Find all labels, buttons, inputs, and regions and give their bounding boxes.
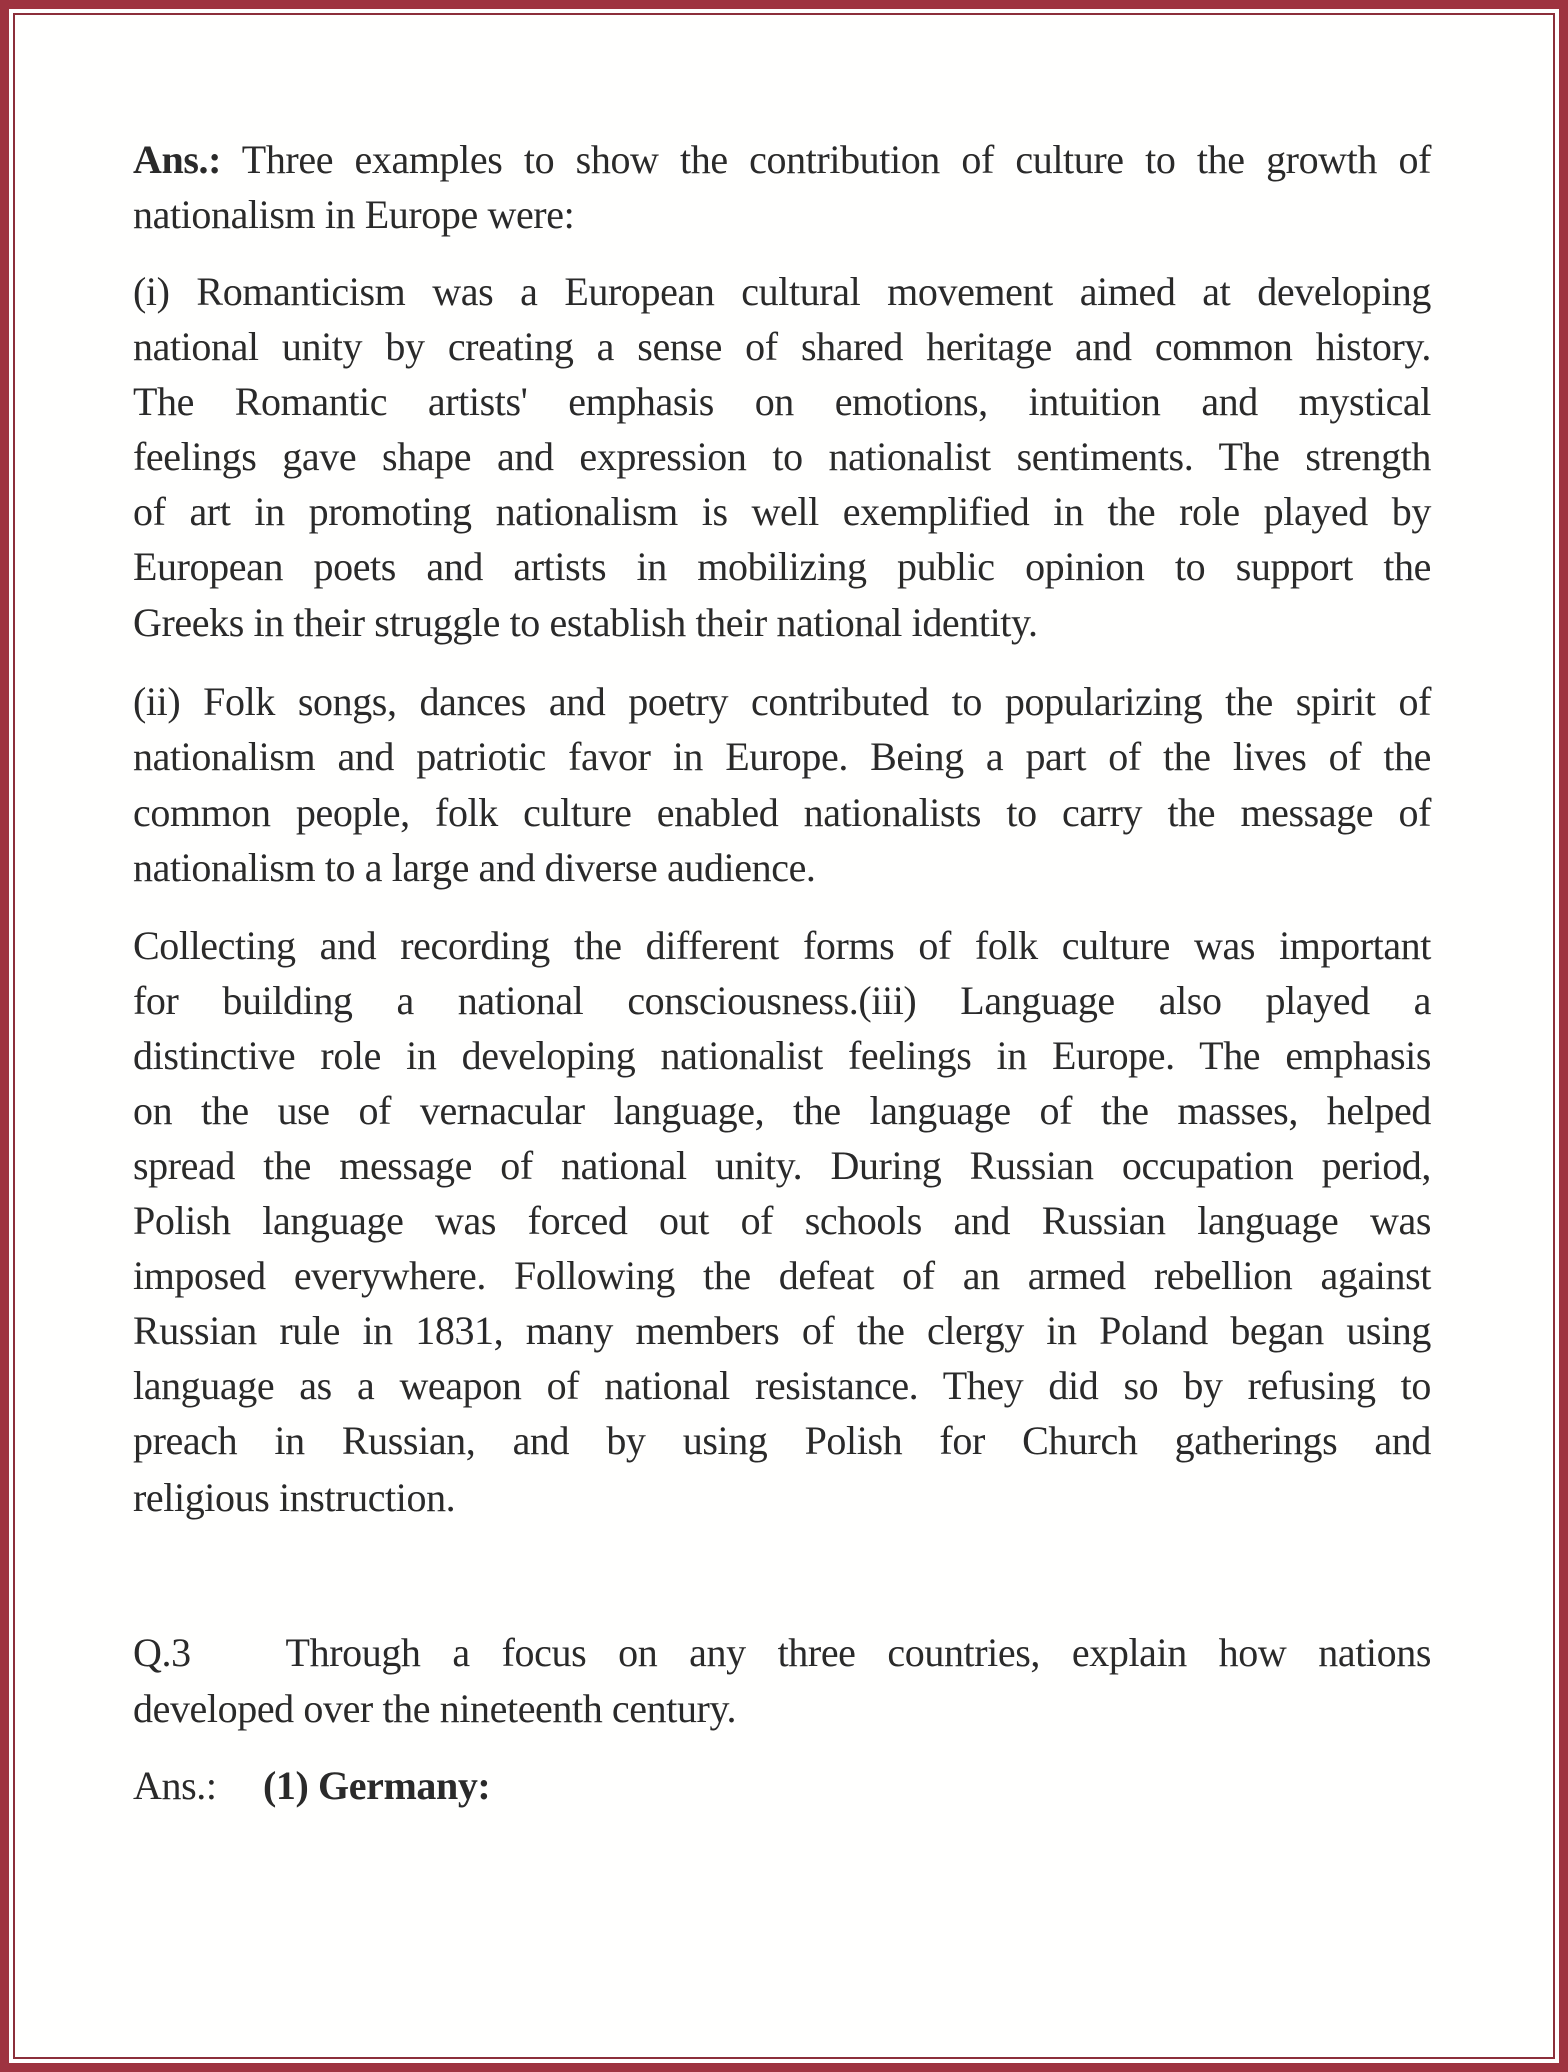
- question-3-line: developed over the nineteenth century.: [133, 1686, 737, 1731]
- para-i-line: feelings gave shape and expression to nationalist sentiments. The strength: [133, 434, 1431, 479]
- para-i-line: national unity by creating a sense of shared heritage and common history.: [133, 324, 1431, 369]
- para-iii-line: Collecting and recording the different forms of folk culture was important: [133, 923, 1431, 968]
- para-iii-line: language as a weapon of national resistance. They did so by refusing to: [133, 1363, 1431, 1408]
- answer-label: Ans.:: [133, 1763, 217, 1808]
- answer-intro-line: [133, 136, 1431, 184]
- para-ii-line: common people, folk culture enabled nationalists to carry the message of: [133, 790, 1431, 835]
- para-ii-line: nationalism to a large and diverse audience.: [133, 845, 816, 890]
- question-3-answer-line: [133, 1762, 1431, 1810]
- para-i-line: The Romantic artists' emphasis on emotions, intuition and mystical: [133, 379, 1431, 424]
- answer-intro-line: nationalism in Europe were:: [133, 192, 575, 237]
- para-iii-line: Russian rule in 1831, many members of the clergy in Poland began using: [133, 1308, 1431, 1353]
- question-3-line: Q.3 Through a focus on any three countries, explain how nations: [133, 1630, 1431, 1675]
- answer-heading-germany: (1) Germany:: [263, 1763, 491, 1808]
- para-iii-line: for building a national consciousness.(iii) Language also played a: [133, 978, 1431, 1023]
- intro-text: Three examples to show the contribution of culture to the growth of: [221, 137, 1431, 182]
- para-iii-line: Polish language was forced out of schools and Russian language was: [133, 1198, 1431, 1243]
- para-iii-line: preach in Russian, and by using Polish for Church gatherings and: [133, 1418, 1431, 1463]
- para-i-line: European poets and artists in mobilizing public opinion to support the: [133, 544, 1431, 589]
- para-iii-line: imposed everywhere. Following the defeat of an armed rebellion against: [133, 1253, 1431, 1298]
- para-iii-line: distinctive role in developing nationalist feelings in Europe. The emphasis: [133, 1033, 1431, 1078]
- para-ii-line: (ii) Folk songs, dances and poetry contributed to popularizing the spirit of: [133, 679, 1431, 724]
- para-i-line: (i) Romanticism was a European cultural movement aimed at developing: [133, 269, 1431, 314]
- para-iii-line: spread the message of national unity. During Russian occupation period,: [133, 1143, 1431, 1188]
- para-iii-line: religious instruction.: [133, 1475, 456, 1520]
- answer-label: Ans.:: [133, 137, 222, 182]
- para-iii-line: on the use of vernacular language, the language of the masses, helped: [133, 1088, 1431, 1133]
- para-i-line: of art in promoting nationalism is well exemplified in the role played by: [133, 489, 1431, 534]
- para-i-line: Greeks in their struggle to establish their national identity.: [133, 600, 1038, 645]
- para-ii-line: nationalism and patriotic favor in Europe. Being a part of the lives of the: [133, 734, 1431, 779]
